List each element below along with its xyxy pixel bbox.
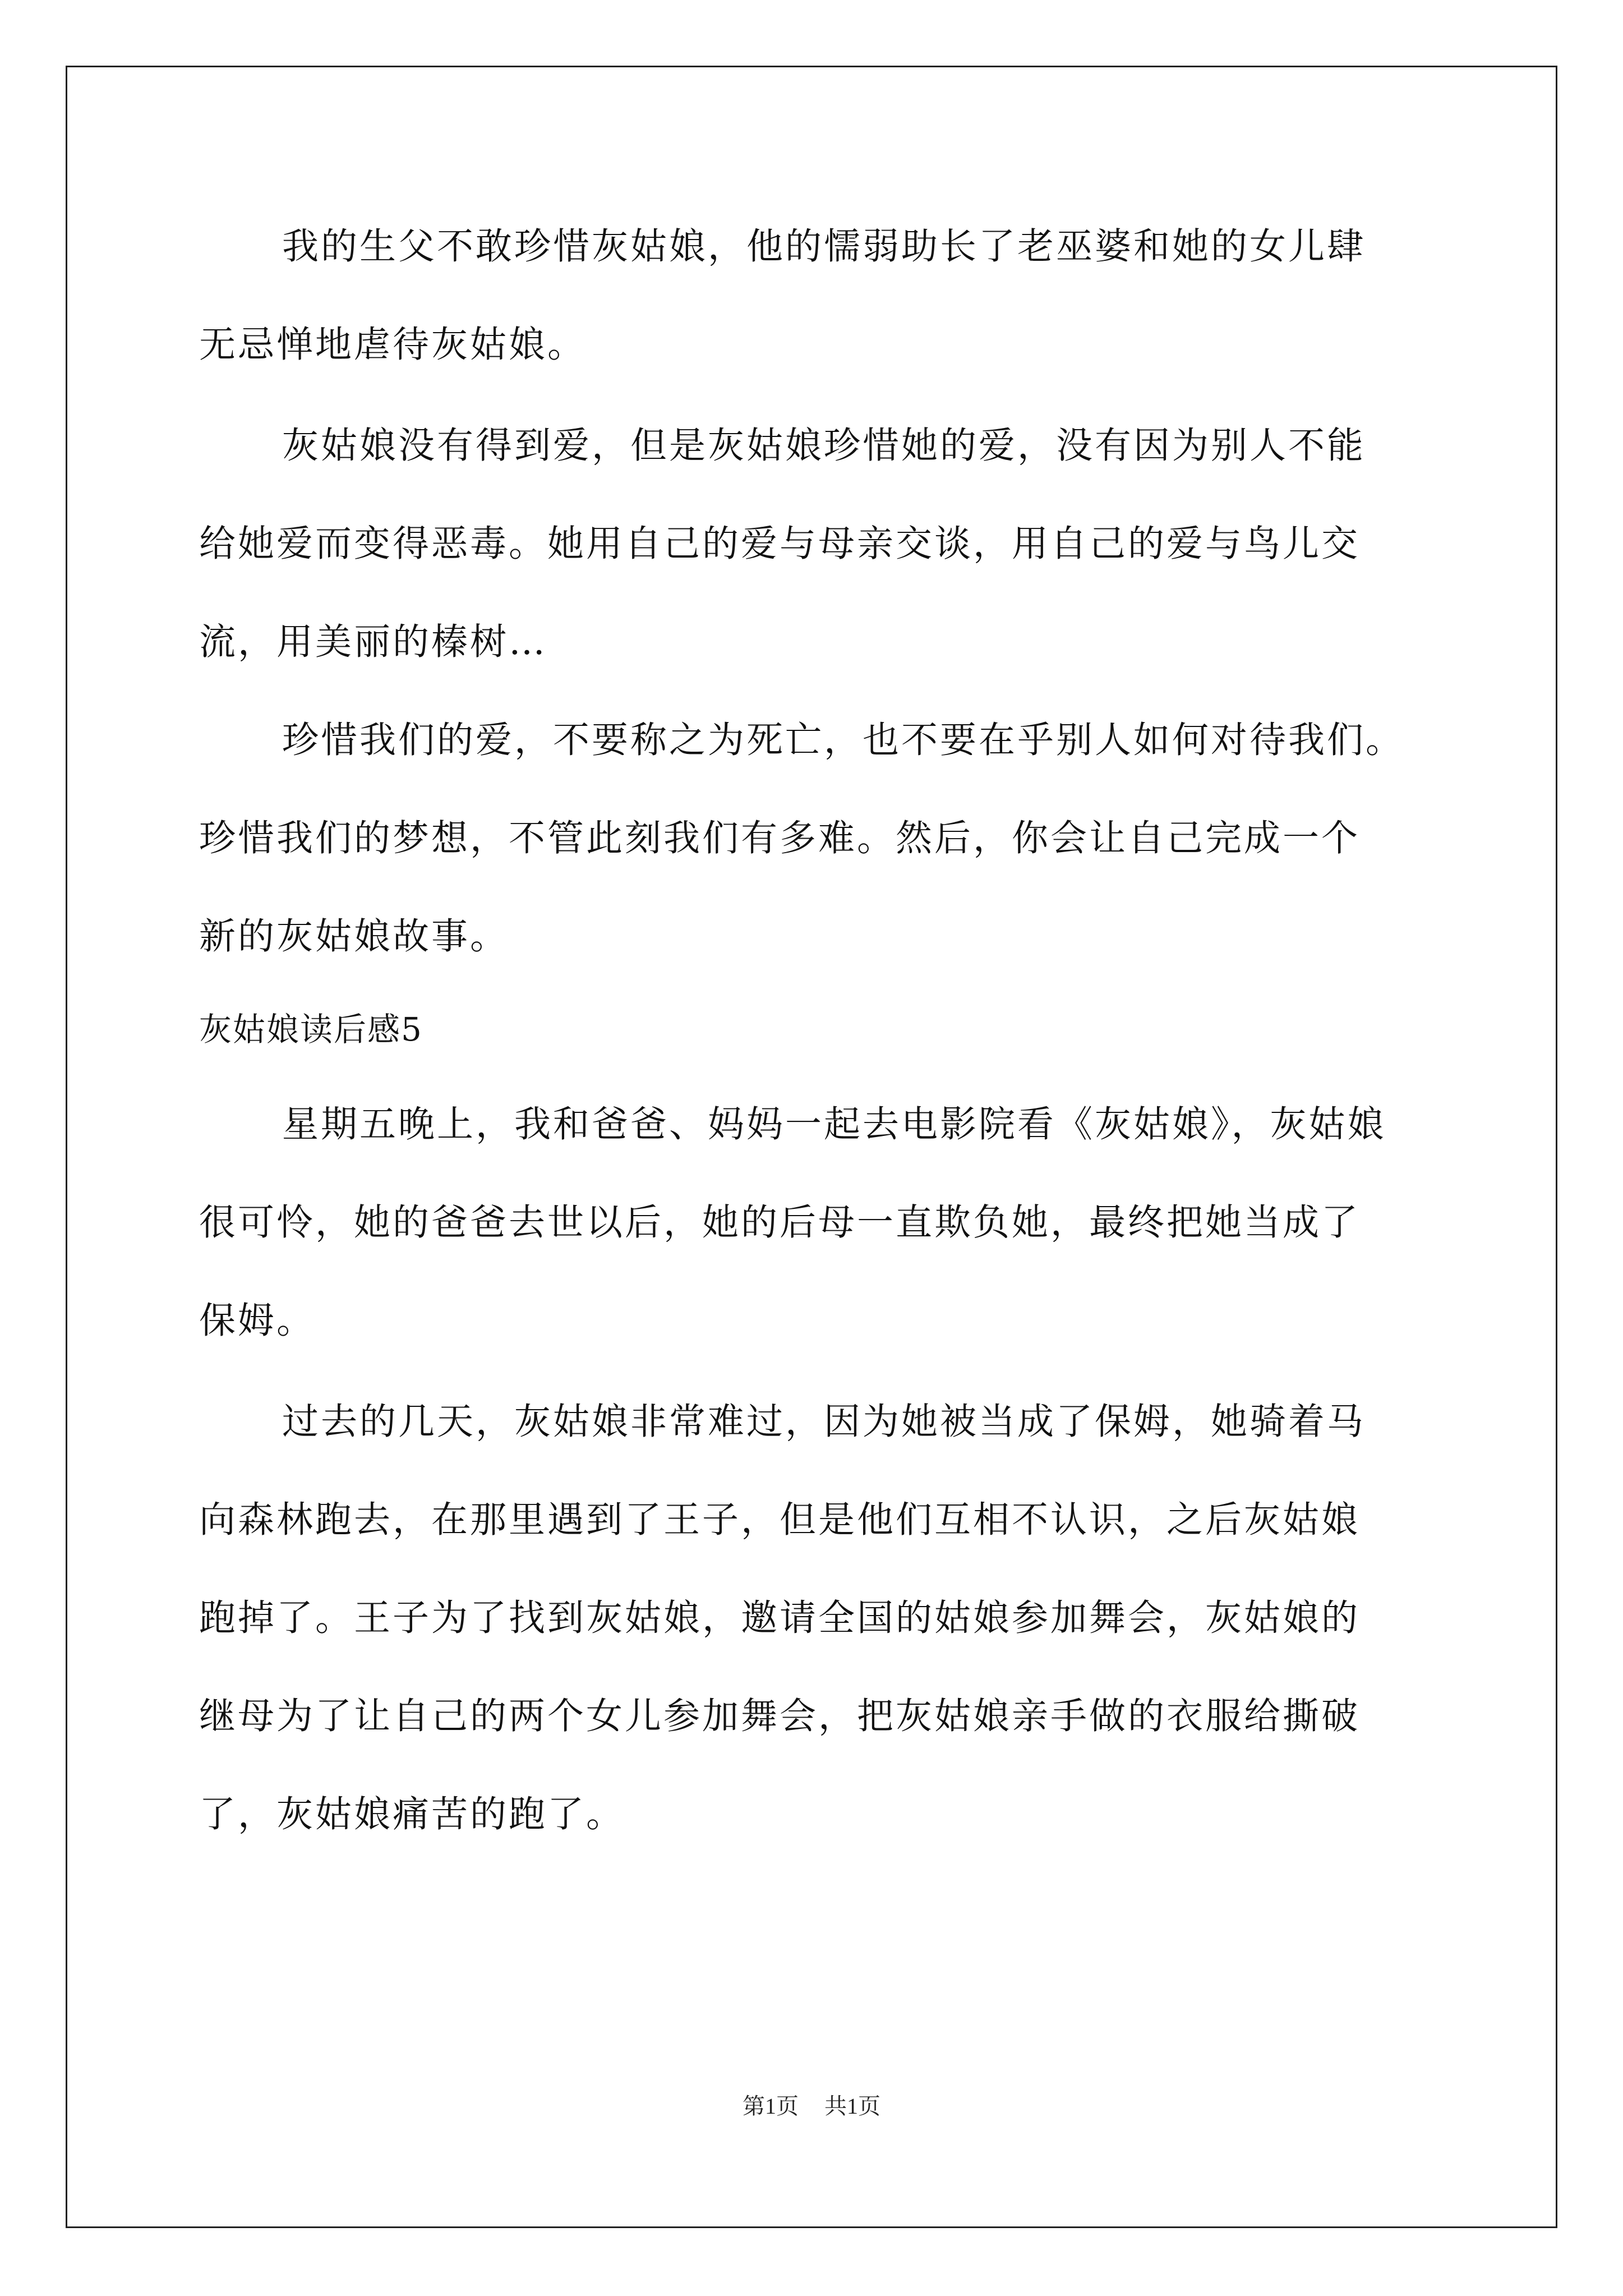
page-number: 第1页 <box>743 2093 799 2119</box>
paragraph-3-line-1: 珍惜我们的爱，不要称之为死亡，也不要在乎别人如何对待我们。 <box>282 719 1405 761</box>
paragraph-2-line-2: 给她爱而变得恶毒。她用自己的爱与母亲交谈，用自己的爱与鸟儿交 <box>199 523 1361 565</box>
paragraph-2-line-3: 流，用美丽的榛树… <box>199 621 548 663</box>
paragraph-5-line-3: 跑掉了。王子为了找到灰姑娘，邀请全国的姑娘参加舞会，灰姑娘的 <box>199 1597 1361 1639</box>
section-heading: 灰姑娘读后感5 <box>199 1010 423 1048</box>
paragraph-4-line-1: 星期五晚上，我和爸爸、妈妈一起去电影院看《灰姑娘》，灰姑娘 <box>282 1103 1386 1145</box>
paragraph-5-line-4: 继母为了让自己的两个女儿参加舞会，把灰姑娘亲手做的衣服给撕破 <box>199 1695 1361 1737</box>
paragraph-5-line-5: 了，灰姑娘痛苦的跑了。 <box>199 1793 625 1835</box>
paragraph-3-line-2: 珍惜我们的梦想，不管此刻我们有多难。然后，你会让自己完成一个 <box>199 817 1361 859</box>
page-footer <box>0 2092 1623 2120</box>
page-total: 共1页 <box>824 2093 880 2119</box>
paragraph-1-line-2: 无忌惮地虐待灰姑娘。 <box>199 324 587 366</box>
paragraph-4-line-3: 保姆。 <box>199 1300 316 1342</box>
paragraph-2-line-1: 灰姑娘没有得到爱，但是灰姑娘珍惜她的爱，没有因为别人不能 <box>282 425 1366 467</box>
paragraph-3-line-3: 新的灰姑娘故事。 <box>199 915 509 958</box>
paragraph-4-line-2: 很可怜，她的爸爸去世以后，她的后母一直欺负她，最终把她当成了 <box>199 1202 1361 1244</box>
paragraph-5-line-1: 过去的几天，灰姑娘非常难过，因为她被当成了保姆，她骑着马 <box>282 1401 1366 1443</box>
paragraph-5-line-2: 向森林跑去，在那里遇到了王子，但是他们互相不认识，之后灰姑娘 <box>199 1499 1361 1541</box>
paragraph-1-line-1: 我的生父不敢珍惜灰姑娘，他的懦弱助长了老巫婆和她的女儿肆 <box>282 226 1366 268</box>
